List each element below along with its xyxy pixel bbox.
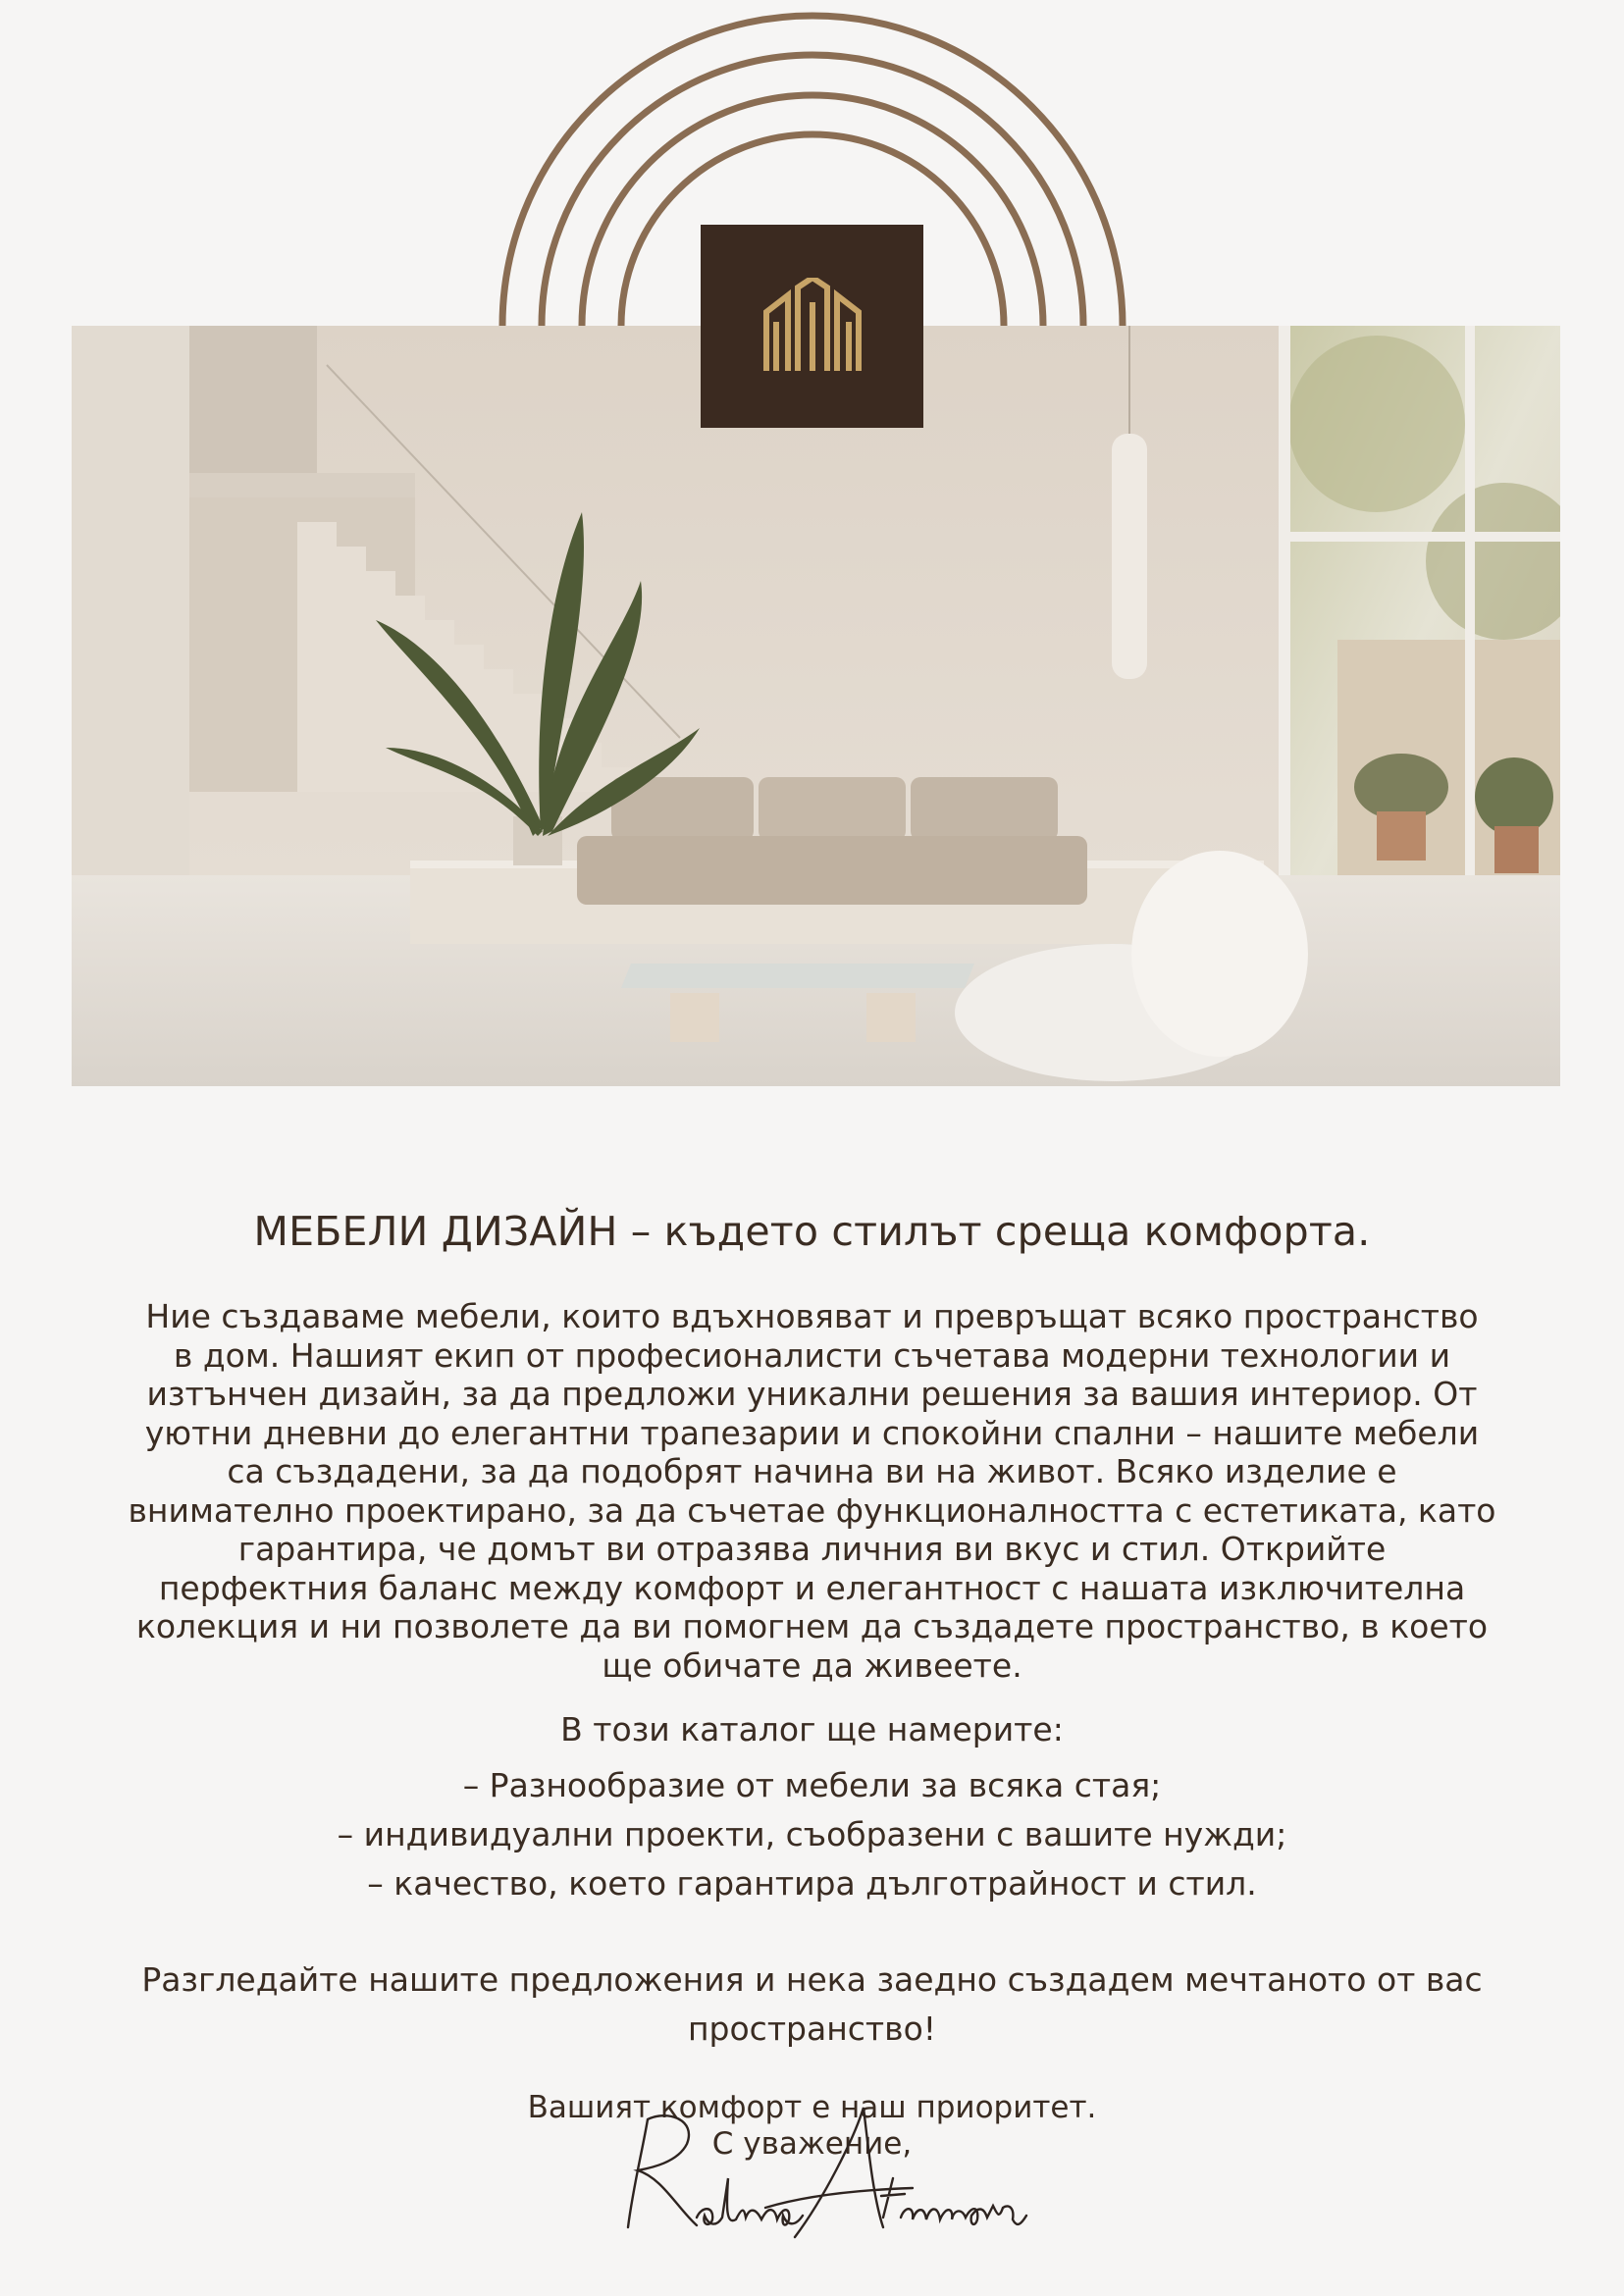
logo bbox=[701, 225, 923, 428]
closing-line: Разгледайте нашите предложения и нека заедно създадем мечтаното от вас bbox=[141, 1960, 1483, 1999]
list-item: – Разнообразие от мебели за всяка стая; bbox=[462, 1766, 1162, 1804]
intro-line: колекция и ни позволете да ви помогнем да създадете пространство, в което bbox=[135, 1607, 1489, 1645]
intro-line: внимателно проектирано, за да съчетае функционалността с естетиката, като bbox=[128, 1490, 1496, 1530]
catalog-list-title: В този каталог ще намерите: bbox=[560, 1710, 1064, 1748]
closing-line: пространство! bbox=[687, 2009, 937, 2048]
building-monogram-icon bbox=[759, 278, 866, 376]
headline: МЕБЕЛИ ДИЗАЙН – където стилът среща комфорта. bbox=[253, 1208, 1371, 1255]
regards-line: С уважение, bbox=[711, 2126, 913, 2162]
closing-paragraph bbox=[59, 1956, 1565, 2054]
intro-line: гарантира, че домът ви отразява личния ви вкус и стил. Открийте bbox=[237, 1530, 1387, 1568]
catalog-list bbox=[59, 1761, 1565, 1908]
intro-line: в дом. Нашият екип от професионалисти съчетава модерни технологии и bbox=[173, 1335, 1451, 1375]
intro-line: уютни дневни до елегантни трапезарии и спокойни спални – нашите мебели bbox=[144, 1413, 1480, 1452]
list-item: – индивидуални проекти, съобразени с вашите нужди; bbox=[337, 1815, 1287, 1853]
intro-paragraph bbox=[59, 1297, 1565, 1685]
intro-line: са създадени, за да подобрят начина ви на живот. Всяко изделие е bbox=[227, 1452, 1397, 1490]
hero-interior-image bbox=[72, 326, 1560, 1086]
priority-line: Вашият комфорт е наш приоритет. bbox=[527, 2090, 1097, 2125]
intro-line: ще обичате да живеете. bbox=[602, 1645, 1022, 1685]
handwritten-signature bbox=[589, 2080, 1050, 2257]
intro-line: изтънчен дизайн, за да предложи уникални решения за вашия интериор. От bbox=[146, 1375, 1478, 1413]
list-item: – качество, което гарантира дълготрайност и стил. bbox=[367, 1864, 1257, 1903]
intro-line: перфектния баланс между комфорт и елегантност с нашата изключителна bbox=[158, 1568, 1466, 1607]
intro-line: Ние създаваме мебели, които вдъхновяват и превръщат всяко пространство bbox=[145, 1297, 1479, 1335]
